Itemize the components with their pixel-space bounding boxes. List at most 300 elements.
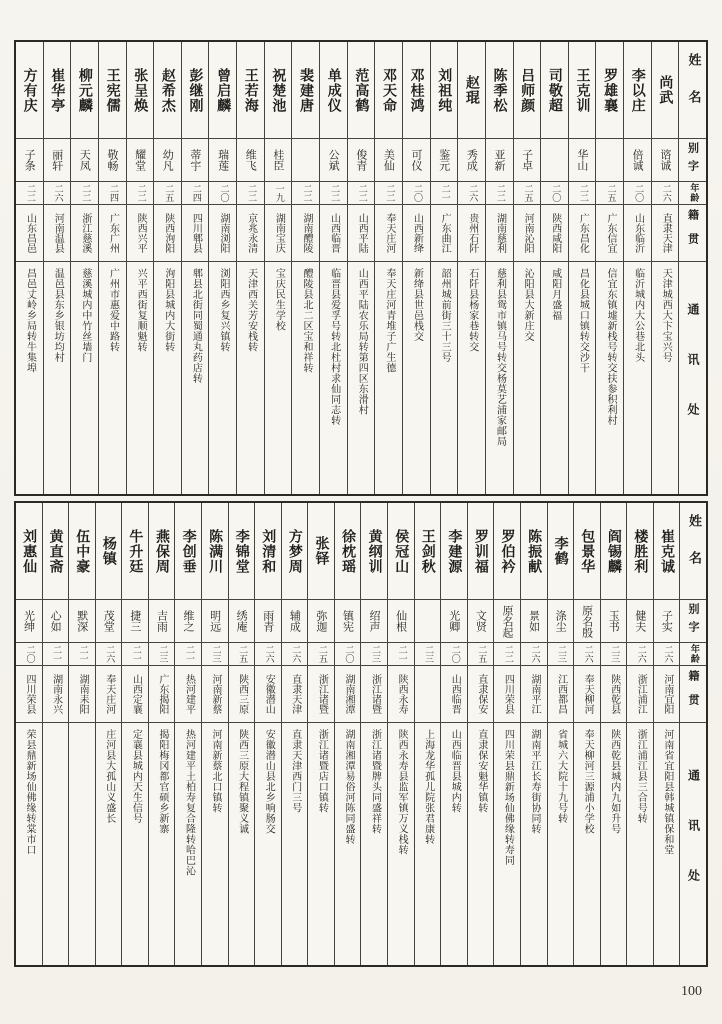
entry-column xyxy=(374,42,402,494)
entry-column xyxy=(16,503,42,965)
entry-zi-text: 雨青 xyxy=(261,610,275,632)
entry-cell-age xyxy=(265,182,292,205)
entry-cell-zi xyxy=(209,139,236,182)
entry-column xyxy=(651,42,679,494)
entry-native-text: 湖南永兴 xyxy=(50,674,62,714)
entry-native-text: 浙江诸暨 xyxy=(316,674,328,714)
entry-age-text: 一九 xyxy=(273,184,284,202)
entry-zi-text: 桂臣 xyxy=(271,149,285,171)
entry-age-text: 二三 xyxy=(369,645,380,663)
entry-cell-native xyxy=(624,205,651,262)
entry-cell-age xyxy=(96,643,122,666)
entry-zi-text: 可仪 xyxy=(410,149,424,171)
entry-cell-name xyxy=(255,503,281,600)
entry-name-text: 崔克诚 xyxy=(658,528,675,574)
entry-cell-name xyxy=(486,42,513,139)
entry-age-text: 二六 xyxy=(529,645,540,663)
entry-zi-text: 捷三 xyxy=(128,610,142,632)
entry-age-text: 二〇 xyxy=(343,645,354,663)
entry-addr-text: 浙江诸暨牌头同盛祥转 xyxy=(369,729,381,834)
entry-cell-addr xyxy=(175,723,201,965)
entry-name-text: 刘祖纯 xyxy=(436,67,453,113)
entry-cell-addr xyxy=(127,262,154,494)
entry-cell-name xyxy=(548,503,574,600)
entry-native-text: 四川荣县 xyxy=(502,674,514,714)
entry-zi-text: 玉书 xyxy=(607,610,621,632)
entry-cell-native xyxy=(43,666,69,723)
entry-name-text: 单成仪 xyxy=(325,67,342,113)
entry-addr-text: 咸阳月盛福 xyxy=(549,268,561,321)
entry-name-text: 燕保周 xyxy=(153,528,170,574)
entry-zi-text: 鉴元 xyxy=(437,149,451,171)
entry-column xyxy=(42,503,69,965)
entry-cell-zi xyxy=(320,139,347,182)
entry-cell-name xyxy=(149,503,175,600)
entry-name-text: 黄直斋 xyxy=(47,528,64,574)
entry-native-text: 广东曲江 xyxy=(439,213,451,253)
header-contact-label: 通讯处 xyxy=(686,769,701,919)
header-name-label: 姓名 xyxy=(685,53,701,127)
entry-cell-addr xyxy=(265,262,292,494)
entry-age-text: 二〇 xyxy=(218,184,229,202)
entry-age-text: 二三 xyxy=(423,645,434,663)
entry-cell-native xyxy=(16,666,42,723)
entry-cell-age xyxy=(468,643,494,666)
entry-addr-text: 韶州城前街三十三号 xyxy=(439,268,451,363)
entry-zi-text: 吉雨 xyxy=(155,610,169,632)
entry-cell-zi xyxy=(415,600,441,643)
entry-native-text: 陕西三原 xyxy=(236,674,248,714)
entry-column xyxy=(281,503,308,965)
header-native-label: 籍贯 xyxy=(686,209,700,257)
entry-age-text: 二二 xyxy=(384,184,395,202)
entry-cell-native xyxy=(431,205,458,262)
entry-cell-name xyxy=(569,42,596,139)
entry-cell-age xyxy=(127,182,154,205)
entry-age-text: 二六 xyxy=(467,184,478,202)
entry-cell-age xyxy=(494,643,520,666)
entry-native-text: 江西都昌 xyxy=(555,674,567,714)
entry-cell-age xyxy=(237,182,264,205)
entry-column xyxy=(201,503,228,965)
entry-cell-native xyxy=(149,666,175,723)
entry-column xyxy=(387,503,414,965)
entry-name-text: 阎锡麟 xyxy=(605,528,622,574)
entry-native-text: 奉天柳河 xyxy=(582,674,594,714)
entry-cell-name xyxy=(624,42,651,139)
entry-column xyxy=(467,503,494,965)
entry-name-text: 尚武 xyxy=(657,75,674,105)
entry-name-text: 李创垂 xyxy=(180,528,197,574)
entry-cell-zi xyxy=(44,139,71,182)
entry-native-text: 湖南浏阳 xyxy=(218,213,230,253)
entry-cell-addr xyxy=(44,262,71,494)
entry-age-text: 二五 xyxy=(476,645,487,663)
entry-cell-name xyxy=(282,503,308,600)
entry-cell-age xyxy=(348,182,375,205)
entry-cell-name xyxy=(292,42,319,139)
entry-addr-text: 河南省宜阳县韩城镇保和堂 xyxy=(661,729,673,855)
entry-addr-text: 天津城西大卞宝兴号 xyxy=(660,268,672,363)
entry-cell-age xyxy=(627,643,653,666)
entry-cell-age xyxy=(44,182,71,205)
entry-native-text: 直隶天津 xyxy=(289,674,301,714)
entry-cell-name xyxy=(415,503,441,600)
entry-cell-zi xyxy=(441,600,467,643)
entry-native-text: 广东揭阳 xyxy=(156,674,168,714)
entry-addr-text: 河南新蔡北口镇转 xyxy=(210,729,222,813)
entry-name-text: 王宪儒 xyxy=(104,67,121,113)
entry-column xyxy=(440,503,467,965)
entry-cell-age xyxy=(43,643,69,666)
entry-cell-age xyxy=(458,182,485,205)
entry-cell-addr xyxy=(601,723,627,965)
entry-name-text: 徐枕瑶 xyxy=(340,528,357,574)
entry-addr-text: 省城六大院十九号转 xyxy=(555,729,567,824)
entry-cell-addr xyxy=(541,262,568,494)
entry-cell-zi xyxy=(229,600,255,643)
entry-cell-addr xyxy=(468,723,494,965)
entry-cell-addr xyxy=(458,262,485,494)
directory-section-bottom xyxy=(14,501,708,967)
entry-cell-name xyxy=(652,42,679,139)
entry-zi-text: 美仙 xyxy=(382,149,396,171)
entry-cell-name xyxy=(521,503,547,600)
entry-cell-age xyxy=(282,643,308,666)
entry-addr-text: 湖南湘潭易俗河陈同盛转 xyxy=(342,729,354,845)
entry-native-text: 山东昌邑 xyxy=(24,213,36,253)
header-native-label: 籍贯 xyxy=(686,670,700,718)
entry-zi-text: 天凤 xyxy=(78,149,92,171)
entry-age-text: 二四 xyxy=(107,184,118,202)
entry-cell-native xyxy=(229,666,255,723)
entry-column xyxy=(95,503,122,965)
entry-cell-age xyxy=(16,182,43,205)
entry-zi-text: 辅成 xyxy=(288,610,302,632)
entry-cell-zi xyxy=(458,139,485,182)
entry-addr-text: 陕西乾县城内九如升号 xyxy=(608,729,620,834)
entry-addr-text: 沁阳县大新庄交 xyxy=(522,268,534,342)
entry-cell-name xyxy=(574,503,600,600)
entry-name-text: 楼胜利 xyxy=(632,528,649,574)
entry-name-text: 崔华亭 xyxy=(49,67,66,113)
entry-native-text: 直隶保安 xyxy=(475,674,487,714)
entry-cell-addr xyxy=(596,262,623,494)
entry-name-text: 邓天命 xyxy=(380,67,397,113)
entry-cell-age xyxy=(361,643,387,666)
entry-addr-text: 四川荣县鼎新场仙佛缘转寿同 xyxy=(502,729,514,866)
entry-addr-text: 广州市惠爱中路转 xyxy=(107,268,119,352)
entry-cell-addr xyxy=(431,262,458,494)
entry-native-text: 河南新蔡 xyxy=(210,674,222,714)
entry-cell-addr xyxy=(486,262,513,494)
entry-addr-text: 浙江诸暨店口镇转 xyxy=(316,729,328,813)
entry-native-text: 广东广州 xyxy=(107,213,119,253)
entry-cell-zi xyxy=(99,139,126,182)
entry-cell-age xyxy=(320,182,347,205)
entry-cell-native xyxy=(441,666,467,723)
entry-native-text: 湖南湘潭 xyxy=(342,674,354,714)
entry-zi-text: 耀堂 xyxy=(133,149,147,171)
entry-column xyxy=(520,503,547,965)
entry-column xyxy=(402,42,430,494)
entry-zi-text: 景如 xyxy=(527,610,541,632)
entry-cell-native xyxy=(514,205,541,262)
entry-column xyxy=(414,503,441,965)
entry-age-text: 二二 xyxy=(502,645,513,663)
entry-addr-text: 湖南平江长寿街协同转 xyxy=(528,729,540,834)
directory-section-top xyxy=(14,40,708,496)
entry-cell-age xyxy=(403,182,430,205)
entry-cell-addr xyxy=(548,723,574,965)
entry-cell-addr xyxy=(569,262,596,494)
entry-cell-name xyxy=(431,42,458,139)
entry-column xyxy=(540,42,568,494)
entry-column xyxy=(254,503,281,965)
entry-cell-name xyxy=(202,503,228,600)
entry-age-text: 二二 xyxy=(135,184,146,202)
entry-name-text: 赵琨 xyxy=(463,75,480,105)
entry-addr-text: 昌邑丈岭乡局转牛集埠 xyxy=(24,268,36,373)
entry-age-text: 二六 xyxy=(582,645,593,663)
entry-native-text: 河南沁阳 xyxy=(522,213,534,253)
entry-native-text: 湖南宝庆 xyxy=(273,213,285,253)
entry-cell-native xyxy=(494,666,520,723)
entry-cell-zi xyxy=(514,139,541,182)
entry-age-text: 二二 xyxy=(494,184,505,202)
entry-age-text: 二六 xyxy=(635,645,646,663)
entry-age-text: 二四 xyxy=(190,184,201,202)
entry-age-text: 二五 xyxy=(316,645,327,663)
entry-cell-zi xyxy=(431,139,458,182)
entry-cell-age xyxy=(255,643,281,666)
entry-name-text: 李以庄 xyxy=(629,67,646,113)
entry-name-text: 王剑秋 xyxy=(419,528,436,574)
header-name-label: 姓名 xyxy=(686,514,702,588)
entry-zi-text: 亚新 xyxy=(492,149,506,171)
entry-native-text: 山西平陆 xyxy=(356,213,368,253)
entry-cell-native xyxy=(541,205,568,262)
entry-cell-addr xyxy=(229,723,255,965)
entry-age-text: 二一 xyxy=(51,645,62,663)
entry-native-text: 湖南慈利 xyxy=(494,213,506,253)
entry-name-text: 曾启麟 xyxy=(215,67,232,113)
entry-zi-text: 心如 xyxy=(49,610,63,632)
entry-name-text: 罗训福 xyxy=(472,528,489,574)
entry-cell-native xyxy=(574,666,600,723)
entry-cell-name xyxy=(541,42,568,139)
entry-zi-text: 维飞 xyxy=(244,149,258,171)
entry-cell-native xyxy=(569,205,596,262)
entry-addr-text: 揭阳梅冈都官硕乡新寨 xyxy=(156,729,168,834)
entry-cell-addr xyxy=(255,723,281,965)
header-cell-native xyxy=(680,666,706,723)
entry-column xyxy=(43,42,71,494)
entry-cell-addr xyxy=(574,723,600,965)
entry-cell-age xyxy=(209,182,236,205)
entry-cell-addr xyxy=(209,262,236,494)
entry-cell-name xyxy=(308,503,334,600)
entry-name-text: 邓桂鸿 xyxy=(408,67,425,113)
entry-addr-text: 天津西关芳安栈转 xyxy=(245,268,257,352)
entry-addr-text: 慈利县鸳市镇马号转交杨莫艺浦家邮局 xyxy=(494,268,506,447)
entry-zi-text: 倍诚 xyxy=(631,149,645,171)
entry-cell-name xyxy=(654,503,680,600)
entry-age-text: 二〇 xyxy=(550,184,561,202)
entry-native-text: 湖南耒阳 xyxy=(77,674,89,714)
entry-cell-native xyxy=(486,205,513,262)
entry-cell-addr xyxy=(335,723,361,965)
entry-cell-age xyxy=(514,182,541,205)
entry-addr-text: 定襄县城内天生信号 xyxy=(130,729,142,824)
entry-cell-addr xyxy=(441,723,467,965)
entry-addr-text: 山西临晋县城内转 xyxy=(449,729,461,813)
entry-cell-native xyxy=(596,205,623,262)
entry-cell-addr xyxy=(388,723,414,965)
entry-age-text: 二二 xyxy=(301,184,312,202)
entry-age-text: 二五 xyxy=(237,645,248,663)
entry-cell-addr xyxy=(627,723,653,965)
entry-native-text: 陕西兴平 xyxy=(135,213,147,253)
entry-addr-text: 新绛县世邑栈交 xyxy=(411,268,423,342)
entry-cell-addr xyxy=(375,262,402,494)
entry-addr-text: 直隶天津西门三号 xyxy=(289,729,301,813)
entry-cell-name xyxy=(99,42,126,139)
entry-cell-zi xyxy=(69,600,95,643)
entry-zi-text: 维之 xyxy=(182,610,195,632)
entry-column xyxy=(264,42,292,494)
entry-cell-name xyxy=(601,503,627,600)
entry-age-text: 二一 xyxy=(396,645,407,663)
entry-age-text: 二三 xyxy=(210,645,221,663)
entry-cell-name xyxy=(375,42,402,139)
entry-addr-text: 庄河县大孤山义盛长 xyxy=(103,729,115,824)
header-cell-native xyxy=(679,205,706,262)
entry-cell-native xyxy=(627,666,653,723)
entry-zi-text: 默深 xyxy=(75,610,89,632)
entry-cell-name xyxy=(441,503,467,600)
entry-cell-native xyxy=(255,666,281,723)
entry-addr-text: 慈溪城内中竹丝墙门 xyxy=(79,268,91,363)
entry-cell-age xyxy=(431,182,458,205)
entry-native-text: 浙江诸暨 xyxy=(369,674,381,714)
entry-cell-addr xyxy=(237,262,264,494)
entry-addr-text: 陕西三原大程镇聚义诚 xyxy=(236,729,248,834)
entry-age-text: 二一 xyxy=(77,645,88,663)
entry-native-text: 浙江浦江 xyxy=(635,674,647,714)
entry-cell-addr xyxy=(521,723,547,965)
entry-cell-name xyxy=(320,42,347,139)
entry-zi-text: 华山 xyxy=(575,149,589,171)
entry-zi-text: 谘诚 xyxy=(658,149,672,171)
entry-cell-zi xyxy=(16,139,43,182)
entry-column xyxy=(236,42,264,494)
entry-cell-age xyxy=(292,182,319,205)
entry-cell-addr xyxy=(122,723,148,965)
entry-cell-native xyxy=(69,666,95,723)
entry-cell-age xyxy=(596,182,623,205)
entry-zi-text: 光卿 xyxy=(447,610,461,632)
entry-cell-name xyxy=(348,42,375,139)
entry-cell-age xyxy=(335,643,361,666)
entry-column xyxy=(228,503,255,965)
entry-native-text: 京兆永清 xyxy=(245,213,257,253)
entry-column xyxy=(174,503,201,965)
entry-age-text: 二六 xyxy=(660,184,671,202)
entry-name-text: 张铎 xyxy=(313,536,330,566)
entry-addr-text: 陕西永寿县监军镇万义栈转 xyxy=(396,729,408,855)
entry-addr-text: 直隶保安魁华镇转 xyxy=(475,729,487,813)
entry-zi-text: 茂堂 xyxy=(102,610,116,632)
entry-cell-age xyxy=(154,182,181,205)
entry-column xyxy=(291,42,319,494)
entry-column xyxy=(347,42,375,494)
entry-native-text: 陕西咸阳 xyxy=(549,213,561,253)
entry-name-text: 赵希杰 xyxy=(159,67,176,113)
entry-cell-age xyxy=(486,182,513,205)
entry-cell-addr xyxy=(652,262,679,494)
entry-column xyxy=(68,503,95,965)
entry-cell-native xyxy=(415,666,441,723)
entry-column xyxy=(70,42,98,494)
entry-cell-native xyxy=(468,666,494,723)
entry-cell-zi xyxy=(652,139,679,182)
entry-addr-text: 浏阳西乡复兴镇转 xyxy=(218,268,230,352)
entry-cell-age xyxy=(574,643,600,666)
entry-cell-name xyxy=(71,42,98,139)
entry-native-text: 广东昌化 xyxy=(577,213,589,253)
entry-column xyxy=(319,42,347,494)
entry-cell-native xyxy=(458,205,485,262)
entry-cell-age xyxy=(69,643,95,666)
entry-cell-addr xyxy=(320,262,347,494)
entry-name-text: 吕师颜 xyxy=(519,67,536,113)
entry-cell-age xyxy=(388,643,414,666)
entry-age-text: 二三 xyxy=(157,645,168,663)
entry-cell-age xyxy=(601,643,627,666)
entry-cell-zi xyxy=(335,600,361,643)
entry-cell-native xyxy=(182,205,209,262)
entry-zi-text: 弥迦 xyxy=(314,610,328,632)
entry-age-text: 二一 xyxy=(439,184,450,202)
entry-age-text: 二六 xyxy=(290,645,301,663)
entry-cell-age xyxy=(175,643,201,666)
entry-addr-text: 醴陵县北二区宝和祥转 xyxy=(300,268,312,373)
entry-cell-addr xyxy=(403,262,430,494)
entry-native-text: 四川荣县 xyxy=(24,674,35,714)
entry-cell-addr xyxy=(99,262,126,494)
entry-age-text: 二〇 xyxy=(449,645,460,663)
entry-cell-name xyxy=(627,503,653,600)
entry-cell-name xyxy=(182,42,209,139)
entry-cell-name xyxy=(229,503,255,600)
entry-cell-age xyxy=(521,643,547,666)
entry-cell-zi xyxy=(548,600,574,643)
entry-column xyxy=(493,503,520,965)
section-bottom-columns xyxy=(16,503,706,965)
section-top-columns xyxy=(16,42,706,494)
entry-cell-zi xyxy=(182,139,209,182)
entry-cell-name xyxy=(44,42,71,139)
entry-cell-addr xyxy=(16,262,43,494)
entry-native-text: 奉天庄河 xyxy=(103,674,115,714)
entry-name-text: 罗伯衿 xyxy=(499,528,516,574)
entry-zi-text: 瑞莲 xyxy=(216,149,230,171)
entry-cell-zi xyxy=(494,600,520,643)
entry-cell-zi xyxy=(486,139,513,182)
entry-name-text: 李鹤 xyxy=(552,536,569,566)
entry-cell-zi xyxy=(348,139,375,182)
